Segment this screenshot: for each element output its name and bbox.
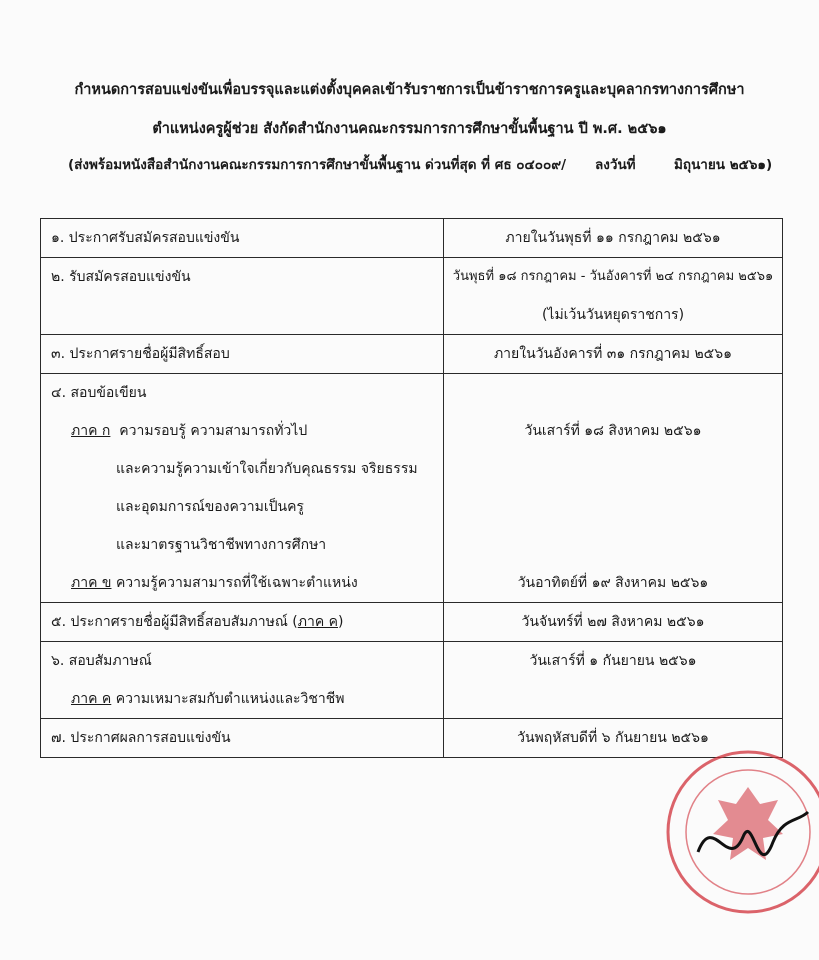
part-c-text: ความเหมาะสมกับตำแหน่งและวิชาชีพ	[115, 691, 345, 707]
item-4: ๔. สอบข้อเขียน	[51, 385, 147, 401]
date-2-note: (ไม่เว้นวันหยุดราชการ)	[541, 307, 685, 323]
part-b-date: วันอาทิตย์ที่ ๑๙ สิงหาคม ๒๕๖๑	[517, 575, 709, 591]
table-row	[41, 642, 783, 719]
table-row	[41, 374, 783, 603]
item-2: ๒. รับสมัครสอบแข่งขัน	[51, 269, 191, 285]
date-6: วันเสาร์ที่ ๑ กันยายน ๒๕๖๑	[529, 653, 697, 669]
document-reference	[68, 153, 773, 175]
item-cell	[41, 719, 444, 758]
date-cell	[444, 603, 783, 642]
item-cell	[41, 374, 444, 603]
part-b	[41, 564, 443, 602]
part-a-sub1: และความรู้ความเข้าใจเกี่ยวกับคุณธรรม จริยธรรม	[116, 461, 418, 477]
part-c-label: ภาค ค	[71, 691, 112, 707]
table-row	[41, 219, 783, 258]
table-row	[41, 603, 783, 642]
part-a-label: ภาค ก	[71, 423, 111, 439]
item-cell	[41, 219, 444, 258]
date-cell	[444, 258, 783, 335]
reference-text: (ส่งพร้อมหนังสือสำนักงานคณะกรรมการการศึกษาขั้นพื้นฐาน ด่วนที่สุด ที่ ศธ ๐๔๐๐๙/	[68, 157, 567, 173]
official-seal-icon	[658, 742, 819, 922]
part-b-text: ความรู้ความสามารถที่ใช้เฉพาะตำแหน่ง	[115, 575, 358, 591]
part-a-sub2: และอุดมการณ์ของความเป็นครู	[116, 499, 304, 515]
date-cell	[444, 335, 783, 374]
item-cell	[41, 642, 444, 719]
reference-month: มิถุนายน ๒๕๖๑)	[674, 157, 773, 173]
date-5: วันจันทร์ที่ ๒๗ สิงหาคม ๒๕๖๑	[521, 614, 705, 630]
document-title: กำหนดการสอบแข่งขันเพื่อบรรจุและแต่งตั้งบุคคลเข้ารับราชการเป็นข้าราชการครูและบุคลากรทางการศึกษา	[74, 82, 745, 98]
item-5: ๕. ประกาศรายชื่อผู้มีสิทธิ์สอบสัมภาษณ์ (ภาค ค)	[51, 614, 344, 630]
reference-date-label: ลงวันที่	[595, 157, 636, 173]
part-c	[41, 680, 443, 718]
item-1: ๑. ประกาศรับสมัครสอบแข่งขัน	[51, 230, 240, 246]
date-cell	[444, 642, 783, 719]
item-cell	[41, 335, 444, 374]
part-a-text: ความรอบรู้ ความสามารถทั่วไป	[119, 423, 308, 439]
date-2: วันพุธที่ ๑๘ กรกฎาคม - วันอังคารที่ ๒๔ กรกฎาคม ๒๕๖๑	[452, 269, 774, 284]
date-cell	[444, 374, 783, 603]
table-row	[41, 335, 783, 374]
date-cell	[444, 219, 783, 258]
part-c-link: ภาค ค	[297, 614, 339, 630]
document-subtitle: ตำแหน่งครูผู้ช่วย สังกัดสำนักงานคณะกรรมการการศึกษาขั้นพื้นฐาน ปี พ.ศ. ๒๕๖๑	[152, 121, 667, 137]
date-7: วันพฤหัสบดีที่ ๖ กันยายน ๒๕๖๑	[517, 730, 709, 746]
part-a	[41, 412, 443, 450]
item-7: ๗. ประกาศผลการสอบแข่งขัน	[51, 730, 231, 746]
part-b-label: ภาค ข	[71, 575, 112, 591]
date-3: ภายในวันอังคารที่ ๓๑ กรกฎาคม ๒๕๖๑	[493, 346, 733, 362]
part-a-date: วันเสาร์ที่ ๑๘ สิงหาคม ๒๕๖๑	[524, 423, 702, 439]
date-1: ภายในวันพุธที่ ๑๑ กรกฎาคม ๒๕๖๑	[505, 230, 721, 246]
item-cell	[41, 603, 444, 642]
item-6: ๖. สอบสัมภาษณ์	[51, 653, 152, 669]
item-3: ๓. ประกาศรายชื่อผู้มีสิทธิ์สอบ	[51, 346, 230, 362]
table-row	[41, 258, 783, 335]
item-cell	[41, 258, 444, 335]
schedule-table	[40, 218, 783, 758]
part-a-sub3: และมาตรฐานวิชาชีพทางการศึกษา	[116, 537, 327, 553]
